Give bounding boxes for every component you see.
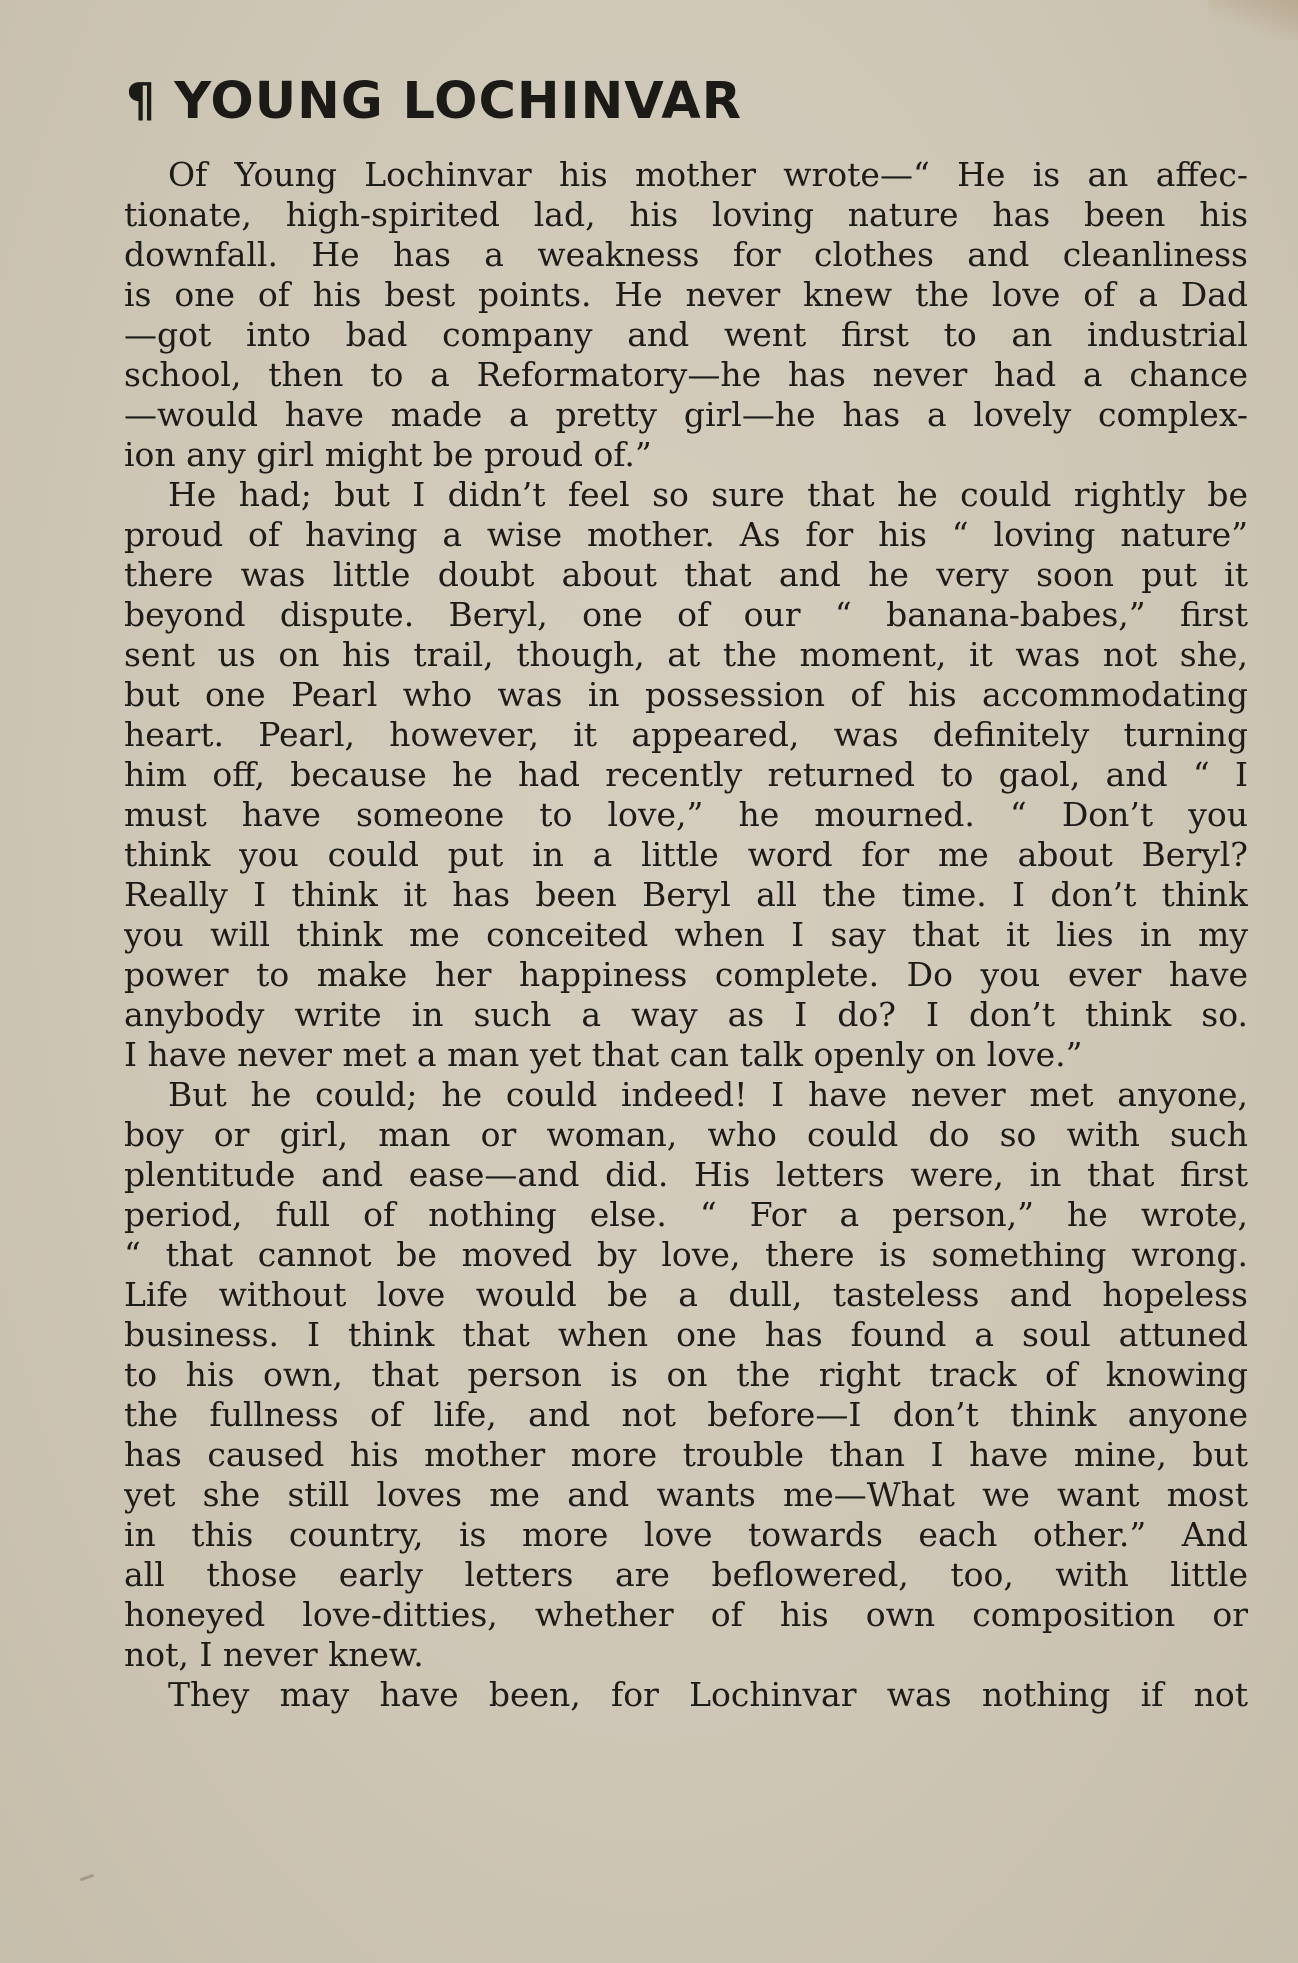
text-line: but one Pearl who was in possession of his accommodating <box>124 675 1248 714</box>
text-line: anybody write in such a way as I do? I don’t think so. <box>124 995 1248 1034</box>
text-line: Really I think it has been Beryl all the time. I don’t think <box>124 875 1248 914</box>
text-line: all those early letters are beflowered, too, with little <box>124 1555 1248 1594</box>
text-line: sent us on his trail, though, at the moment, it was not she, <box>124 635 1248 674</box>
text-line: power to make her happiness complete. Do you ever have <box>124 955 1248 994</box>
text-line: —would have made a pretty girl—he has a lovely complex- <box>124 395 1248 434</box>
text-line: tionate, high-spirited lad, his loving nature has been his <box>124 195 1248 234</box>
text-line: has caused his mother more trouble than I have mine, but <box>124 1435 1248 1474</box>
chapter-title: YOUNG LOCHINVAR <box>174 72 743 131</box>
text-line: period, full of nothing else. “ For a person,” he wrote, <box>124 1195 1248 1234</box>
text-line: downfall. He has a weakness for clothes and cleanliness <box>124 235 1248 274</box>
text-line: is one of his best points. He never knew the love of a Dad <box>124 275 1248 314</box>
text-line: think you could put in a little word for me about Beryl? <box>124 835 1248 874</box>
pilcrow-symbol: ¶ <box>126 73 157 127</box>
text-line: there was little doubt about that and he very soon put it <box>124 555 1248 594</box>
paper-speck <box>80 1874 94 1882</box>
text-line: They may have been, for Lochinvar was nothing if not <box>168 1675 1248 1714</box>
text-line: But he could; he could indeed! I have never met anyone, <box>168 1075 1248 1114</box>
text-line: He had; but I didn’t feel so sure that he could rightly be <box>168 475 1248 514</box>
text-line: yet she still loves me and wants me—What we want most <box>124 1475 1248 1514</box>
page-corner-shadow <box>1208 0 1298 40</box>
text-line: to his own, that person is on the right track of knowing <box>124 1355 1248 1394</box>
text-line: honeyed love-ditties, whether of his own composition or <box>124 1595 1248 1634</box>
text-line: ion any girl might be proud of.” <box>124 435 652 474</box>
text-line: boy or girl, man or woman, who could do so with such <box>124 1115 1248 1154</box>
text-line: Life without love would be a dull, tasteless and hopeless <box>124 1275 1248 1314</box>
text-line: you will think me conceited when I say that it lies in my <box>124 915 1248 954</box>
text-line: school, then to a Reformatory—he has never had a chance <box>124 355 1248 394</box>
body-text <box>124 155 1248 1715</box>
text-line: not, I never knew. <box>124 1635 424 1674</box>
text-line: “ that cannot be moved by love, there is something wrong. <box>124 1235 1248 1274</box>
text-line: business. I think that when one has found a soul attuned <box>124 1315 1248 1354</box>
text-line: in this country, is more love towards each other.” And <box>124 1515 1248 1554</box>
text-line: proud of having a wise mother. As for his “ loving nature” <box>124 515 1248 554</box>
text-line: him off, because he had recently returned to gaol, and “ I <box>124 755 1248 794</box>
text-line: the fullness of life, and not before—I don’t think anyone <box>124 1395 1248 1434</box>
text-line: I have never met a man yet that can talk openly on love.” <box>124 1035 1083 1074</box>
text-line: must have someone to love,” he mourned. “ Don’t you <box>124 795 1248 834</box>
text-line: —got into bad company and went first to an industrial <box>124 315 1248 354</box>
text-line: Of Young Lochinvar his mother wrote—“ He is an affec- <box>168 155 1248 194</box>
text-line: plentitude and ease—and did. His letters were, in that first <box>124 1155 1248 1194</box>
text-line: beyond dispute. Beryl, one of our “ banana-babes,” first <box>124 595 1248 634</box>
chapter-heading <box>126 68 742 134</box>
text-line: heart. Pearl, however, it appeared, was definitely turning <box>124 715 1248 754</box>
